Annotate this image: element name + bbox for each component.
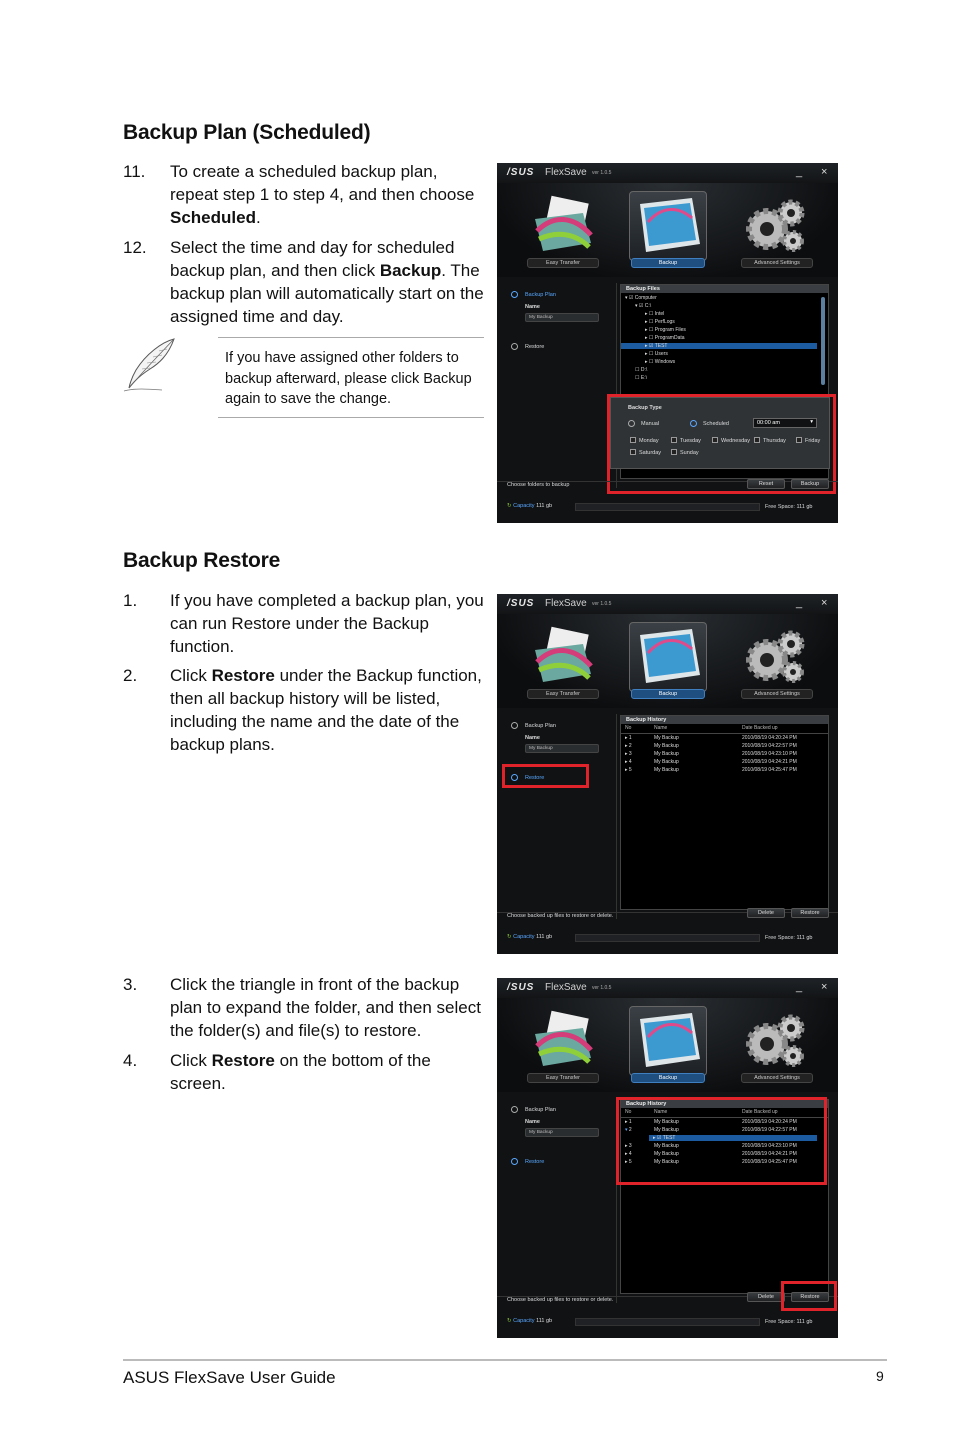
- day-label: Monday: [639, 438, 659, 444]
- tree-item[interactable]: ▸ ☐ Users: [645, 351, 668, 357]
- backup-icon: [630, 623, 708, 693]
- flexsave-window-restore-expanded: [497, 978, 838, 1338]
- page-number: 9: [876, 1368, 884, 1384]
- quill-note-icon: [122, 336, 180, 394]
- column-header: Name: [654, 1109, 668, 1115]
- step-text: If you have completed a backup plan, you can run Restore under the Backup function.: [170, 591, 484, 656]
- step-text: Click Restore on the bottom of the screen.: [170, 1051, 431, 1093]
- capacity-readout: ↻ Capacity 111 gb: [507, 934, 553, 940]
- row-date: 2010/08/19 04:24:21 PM: [742, 1151, 797, 1157]
- backup-plan-radio[interactable]: [511, 291, 518, 298]
- name-input[interactable]: My Backup: [525, 313, 599, 322]
- note-box: If you have assigned other folders to backup afterward, please click Backup again to save the change.: [218, 337, 484, 418]
- asus-logo: /SUS: [507, 167, 535, 178]
- panel-title: Backup Files: [621, 285, 828, 293]
- row-date: 2010/08/19 04:25:47 PM: [742, 1159, 797, 1165]
- close-button[interactable]: ×: [821, 597, 828, 609]
- advanced-settings-tab[interactable]: Advanced Settings: [741, 689, 813, 699]
- name-label: Name: [525, 735, 540, 741]
- step-text: To create a scheduled backup plan, repeat step 1 to step 4, and then choose Scheduled.: [170, 162, 475, 227]
- row-name: My Backup: [654, 1151, 679, 1157]
- advanced-settings-tab[interactable]: Advanced Settings: [741, 1073, 813, 1083]
- tree-item[interactable]: ▸ ☐ Program Files: [645, 327, 686, 333]
- chevron-down-icon: ▾: [810, 419, 813, 425]
- advanced-settings-icon[interactable]: [737, 622, 815, 692]
- backup-plan-radio[interactable]: [511, 1106, 518, 1113]
- flexsave-window-backup-plan: [497, 163, 838, 523]
- table-row[interactable]: ▸ 3: [625, 1143, 632, 1149]
- restore-radio[interactable]: [511, 1158, 518, 1165]
- step-text: Click the triangle in front of the backup plan to expand the folder, and then select the folder(s) and file(s) to restore.: [170, 975, 481, 1040]
- column-header: No: [625, 1109, 632, 1115]
- row-name: My Backup: [654, 751, 679, 757]
- row-name: My Backup: [654, 743, 679, 749]
- capacity-readout: ↻ Capacity 111 gb: [507, 503, 553, 509]
- capacity-bar: [575, 1318, 760, 1326]
- capacity-readout: ↻ Capacity 111 gb: [507, 1318, 553, 1324]
- highlight-box: [616, 1097, 827, 1185]
- row-name: My Backup: [654, 735, 679, 741]
- name-label: Name: [525, 304, 540, 310]
- app-version: ver 1.0.5: [592, 601, 612, 607]
- left-panel: [505, 1098, 617, 1303]
- table-row[interactable]: ▸ 5: [625, 1159, 632, 1165]
- table-row[interactable]: ▸ 3: [625, 751, 632, 757]
- row-name: My Backup: [654, 759, 679, 765]
- left-panel: [505, 714, 617, 919]
- step-text: Click Restore under the Backup function, then all backup history will be listed, including the name and the date of the backup plans.: [170, 666, 482, 754]
- minimize-button[interactable]: _: [796, 981, 803, 993]
- free-space: Free Space: 111 gb: [765, 935, 813, 941]
- left-panel: [505, 283, 617, 488]
- restore-label[interactable]: Restore: [525, 344, 545, 350]
- table-row[interactable]: ▸ 1: [625, 1119, 632, 1125]
- step-number: 12.: [123, 238, 147, 257]
- day-label: Friday: [805, 438, 821, 444]
- step-number: 2.: [123, 666, 138, 685]
- delete-button[interactable]: Delete: [747, 1292, 785, 1302]
- panel-title: Backup History: [621, 716, 828, 724]
- row-name: My Backup: [654, 767, 679, 773]
- time-select[interactable]: 00:00 am ▾: [753, 418, 817, 428]
- flexsave-window-restore: [497, 594, 838, 954]
- restore-label[interactable]: Restore: [525, 775, 545, 781]
- backup-module[interactable]: [629, 1006, 707, 1076]
- easy-transfer-tab[interactable]: Easy Transfer: [527, 258, 599, 268]
- backup-plan-label[interactable]: Backup Plan: [525, 292, 556, 298]
- row-name: My Backup: [654, 1159, 679, 1165]
- tree-item[interactable]: ▾ ☑ Computer: [625, 295, 657, 301]
- asus-logo: /SUS: [507, 598, 535, 609]
- advanced-settings-icon[interactable]: [737, 1006, 815, 1076]
- restore-button[interactable]: Restore: [791, 908, 829, 918]
- close-button[interactable]: ×: [821, 981, 828, 993]
- highlight-box: [781, 1281, 837, 1311]
- free-space: Free Space: 111 gb: [765, 1319, 813, 1325]
- day-label: Sunday: [680, 450, 699, 456]
- backup-history-panel: [620, 715, 829, 910]
- backup-type-title: Backup Type: [628, 405, 662, 411]
- minimize-button[interactable]: _: [796, 166, 803, 178]
- choose-instruction: Choose backed up files to restore or delete.: [507, 913, 614, 919]
- row-date: 2010/08/19 04:20:24 PM: [742, 1119, 797, 1125]
- table-row[interactable]: ▾ 2: [625, 1127, 632, 1133]
- backup-tab[interactable]: Backup: [631, 258, 705, 268]
- table-row[interactable]: ▸ 4: [625, 1151, 632, 1157]
- scrollbar[interactable]: [821, 297, 825, 385]
- reset-button[interactable]: Reset: [747, 479, 785, 489]
- advanced-settings-icon[interactable]: [737, 191, 815, 261]
- backup-plan-radio[interactable]: [511, 722, 518, 729]
- app-name: FlexSave: [545, 167, 587, 178]
- restore-button[interactable]: Restore: [791, 1292, 829, 1302]
- backup-button[interactable]: Backup: [791, 479, 829, 489]
- easy-transfer-icon[interactable]: [525, 622, 603, 692]
- backup-plan-label[interactable]: Backup Plan: [525, 1107, 556, 1113]
- backup-module[interactable]: [629, 191, 707, 261]
- tree-item[interactable]: ☐ E:\: [635, 375, 647, 381]
- step-4: [123, 1049, 483, 1097]
- tree-item[interactable]: ▸ ☐ ProgramData: [645, 335, 685, 341]
- column-header: Name: [654, 725, 668, 731]
- app-name: FlexSave: [545, 598, 587, 609]
- easy-transfer-tab[interactable]: Easy Transfer: [527, 689, 599, 699]
- easy-transfer-icon[interactable]: [525, 191, 603, 261]
- backup-module[interactable]: [629, 622, 707, 692]
- delete-button[interactable]: Delete: [747, 908, 785, 918]
- column-header: Date Backed up: [742, 725, 778, 731]
- step-number: 3.: [123, 975, 138, 994]
- backup-tab[interactable]: Backup: [631, 689, 705, 699]
- column-header: No: [625, 725, 632, 731]
- expanded-folder-item[interactable]: ▸ ☑ TEST: [649, 1135, 817, 1141]
- manual-label[interactable]: Manual: [641, 421, 660, 427]
- footer-divider: [123, 1359, 887, 1361]
- asus-logo: /SUS: [507, 982, 535, 993]
- row-date: 2010/08/19 04:24:21 PM: [742, 759, 797, 765]
- restore-radio[interactable]: [511, 343, 518, 350]
- highlight-box: [502, 764, 589, 788]
- backup-plan-label[interactable]: Backup Plan: [525, 723, 556, 729]
- step-number: 1.: [123, 591, 138, 610]
- step-11: [123, 160, 483, 230]
- scheduled-label[interactable]: Scheduled: [703, 421, 729, 427]
- column-header: Date Backed up: [742, 1109, 778, 1115]
- app-version: ver 1.0.5: [592, 985, 612, 991]
- name-label: Name: [525, 1119, 540, 1125]
- day-label: Thursday: [763, 438, 786, 444]
- capacity-bar: [575, 934, 760, 942]
- tree-item[interactable]: ▸ ☐ PerfLogs: [645, 319, 675, 325]
- row-name: My Backup: [654, 1143, 679, 1149]
- step-1: [123, 589, 483, 659]
- step-3: [123, 973, 483, 1043]
- step-number: 4.: [123, 1051, 138, 1070]
- capacity-icon: ↻: [507, 934, 512, 940]
- app-name: FlexSave: [545, 982, 587, 993]
- tree-item[interactable]: ▸ ☐ Intel: [645, 311, 665, 317]
- app-version: ver 1.0.5: [592, 170, 612, 176]
- row-name: My Backup: [654, 1119, 679, 1125]
- row-date: 2010/08/19 04:23:10 PM: [742, 751, 797, 757]
- section-title-backup-plan: Backup Plan (Scheduled): [123, 121, 371, 144]
- close-button[interactable]: ×: [821, 166, 828, 178]
- tree-item[interactable]: ☐ D:\: [635, 367, 648, 373]
- easy-transfer-tab[interactable]: Easy Transfer: [527, 1073, 599, 1083]
- capacity-icon: ↻: [507, 503, 512, 509]
- choose-instruction: Choose backed up files to restore or delete.: [507, 1297, 614, 1303]
- row-date: 2010/08/19 04:20:24 PM: [742, 735, 797, 741]
- backup-tab[interactable]: Backup: [631, 1073, 705, 1083]
- tree-item-selected[interactable]: ▸ ☑ TEST: [621, 343, 817, 349]
- name-input[interactable]: My Backup: [525, 1128, 599, 1137]
- section-title-backup-restore: Backup Restore: [123, 549, 281, 572]
- day-label: Tuesday: [680, 438, 701, 444]
- step-12: [123, 236, 483, 328]
- day-label: Wednesday: [721, 438, 750, 444]
- free-space: Free Space: 111 gb: [765, 504, 813, 510]
- footer-title: ASUS FlexSave User Guide: [123, 1368, 336, 1387]
- choose-instruction: Choose folders to backup: [507, 482, 570, 488]
- tree-item[interactable]: ▸ ☐ Windows: [645, 359, 676, 365]
- restore-label[interactable]: Restore: [525, 1159, 545, 1165]
- step-text: Select the time and day for scheduled backup plan, and then click Backup. The backup plan will automatically start on the assigned time and day.: [170, 238, 484, 326]
- row-date: 2010/08/19 04:22:57 PM: [742, 743, 797, 749]
- tree-item[interactable]: ▾ ☑ C:\: [635, 303, 652, 309]
- advanced-settings-tab[interactable]: Advanced Settings: [741, 258, 813, 268]
- day-label: Saturday: [639, 450, 662, 456]
- row-name: My Backup: [654, 1127, 679, 1133]
- minimize-button[interactable]: _: [796, 597, 803, 609]
- panel-title: Backup History: [621, 1100, 828, 1108]
- row-date: 2010/08/19 04:23:10 PM: [742, 1143, 797, 1149]
- backup-icon: [630, 1007, 708, 1077]
- table-row[interactable]: ▸ 5: [625, 767, 632, 773]
- step-2: [123, 664, 483, 756]
- easy-transfer-icon[interactable]: [525, 1006, 603, 1076]
- name-input[interactable]: My Backup: [525, 744, 599, 753]
- backup-icon: [630, 192, 708, 262]
- capacity-bar: [575, 503, 760, 511]
- table-row[interactable]: ▸ 2: [625, 743, 632, 749]
- table-row[interactable]: ▸ 4: [625, 759, 632, 765]
- row-date: 2010/08/19 04:25:47 PM: [742, 767, 797, 773]
- table-row[interactable]: ▸ 1: [625, 735, 632, 741]
- step-number: 11.: [123, 162, 146, 181]
- capacity-icon: ↻: [507, 1318, 512, 1324]
- row-date: 2010/08/19 04:22:57 PM: [742, 1127, 797, 1133]
